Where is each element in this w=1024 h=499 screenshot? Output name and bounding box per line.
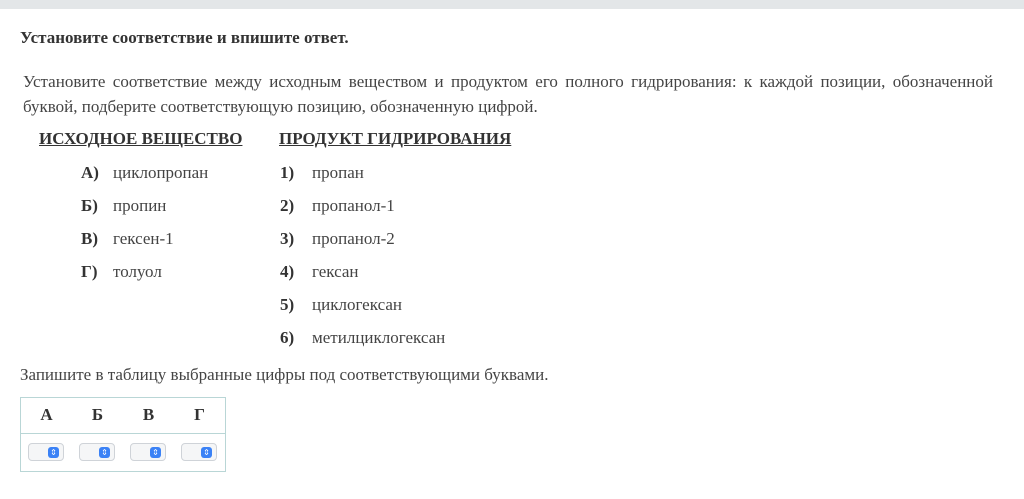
product-key: 5) [280,295,295,314]
substance-key: В) [81,229,98,248]
product-name: пропан [312,163,364,182]
chevron-up-down-icon: ⇕ [48,447,59,458]
product-key: 4) [280,262,295,281]
substance-name: пропин [113,196,167,215]
answer-letter-b: Б [91,405,104,424]
answer-table [20,397,226,472]
task-title: Установите соответствие и впишите ответ. [20,28,349,47]
task-intro: Установите соответствие между исходным веществом и продуктом его полного гидрирования: к каждой позиции, обозначенной буквой, подберите соответствующую позицию, обозначенную цифрой. [23,72,993,116]
product-name: гексан [312,262,359,281]
substance-name: гексен-1 [113,229,174,248]
substance-key: Г) [81,262,98,281]
answer-select-g[interactable] [181,443,217,461]
left-column-header: ИСХОДНОЕ ВЕЩЕСТВО [39,129,243,148]
answer-letter-a: А [40,405,53,424]
answer-select-v[interactable] [130,443,166,461]
answer-select-b[interactable] [79,443,115,461]
product-name: циклогексан [312,295,402,314]
answer-letter-v: В [142,405,155,424]
top-bar [0,0,1024,9]
product-key: 2) [280,196,295,215]
substance-key: Б) [81,196,98,215]
chevron-up-down-icon: ⇕ [201,447,212,458]
answer-select-a[interactable] [28,443,64,461]
right-column-header: ПРОДУКТ ГИДРИРОВАНИЯ [279,129,512,148]
product-name: пропанол-2 [312,229,395,248]
product-name: метилциклогексан [312,328,446,347]
substance-name: толуол [113,262,162,281]
product-name: пропанол-1 [312,196,395,215]
product-key: 1) [280,163,295,182]
answer-letter-g: Г [194,405,205,424]
answer-instruction: Запишите в таблицу выбранные цифры под соответствующими буквами. [20,365,549,384]
product-key: 6) [280,328,295,347]
table-divider [21,433,225,434]
product-key: 3) [280,229,295,248]
substance-key: А) [81,163,99,182]
substance-name: циклопропан [113,163,209,182]
chevron-up-down-icon: ⇕ [150,447,161,458]
chevron-up-down-icon: ⇕ [99,447,110,458]
